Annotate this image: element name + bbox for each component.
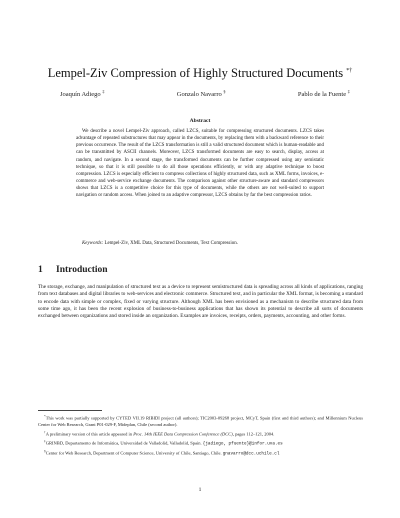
- keywords-label: Keywords:: [82, 241, 104, 246]
- intro-paragraph: The storage, exchange, and manipulation of structured text as a device to represent semistructured data is spreading across all kinds of applications, ranging from text databases and digital libraries to web-services and electronic commerce. Structured text, and in particular the XML format, is becoming a standard to encode data with simple or complex, fixed or varying structure. Although XML has been envisioned as a mechanism to describe structured data from some time ago, it has been the recent explosion of business-to-business applications that has shown its potential to describe all sorts of documents exchanged between organizations and stored inside an organization. Examples are invoices, receipts, orders, payments, accounting, and other forms.: [38, 284, 363, 320]
- footnote-email: {jadiego, pfuente}@infor.uva.es: [202, 441, 283, 447]
- page-number: 1: [198, 487, 202, 493]
- title-footnote-marks: *†: [346, 68, 353, 74]
- author-name: Joaquín Adiego: [60, 91, 101, 99]
- paper-title-text: Lempel-Ziv Compression of Highly Structured Documents: [47, 66, 344, 81]
- section-number: 1: [38, 265, 43, 275]
- section-heading: [38, 264, 108, 276]
- footnote: [38, 413, 363, 428]
- author-list: [60, 88, 350, 99]
- footnote-text: This work was partially supported by CYTED VII.19 RIBIDI project (all authors); TIC2003-09268 project, MCyT, Spain (first and third authors); and Millennium Nucleus Center for Web Research, Grant P01-029-F, Mideplan, Chile (second author).: [38, 415, 363, 427]
- author: [177, 88, 226, 99]
- keywords-text: Lempel-Ziv, XML Data, Structured Documents, Text Compression.: [104, 241, 238, 246]
- author-name: Pablo de la Fuente: [297, 91, 347, 99]
- footnote-text-end: , pages 112–121, 2004.: [232, 431, 275, 437]
- section-title: Introduction: [56, 265, 108, 275]
- footnote-divider: [38, 410, 102, 411]
- abstract-text: We describe a novel Lempel-Ziv approach, called LZCS, suitable for compressing structured documents. LZCS takes advantage of repeated substructures that may appear in the documents, by replacing them with a backward reference to their previous occurrence. The result of the LZCS transformation is still a valid structured document which is human-readable and can be transmitted by ASCII channels. Moreover, LZCS transformed documents are easy to search, display, access at random, and navigate. In a second stage, the transformed documents can be further compressed using any semistatic technique, so that it is still possible to do all those operations efficiently, or with any adaptive technique to boost compression. LZCS is especially efficient to compress collections of highly structured data, such as XML forms, invoices, e-commerce and web-service exchange documents. The comparison against other structure-aware and standard compressors shows that LZCS is a competitive choice for this type of documents, while the others are not well-suited to support navigation or random access. When joined to an adaptive compressor, LZCS obtains by far the best compression ratios.: [76, 129, 324, 199]
- author-mark: §: [223, 89, 226, 94]
- author: [60, 88, 105, 99]
- paper-title: [0, 64, 400, 81]
- footnote: [38, 448, 363, 458]
- footnote-mark: †: [44, 429, 46, 434]
- footnote-mark: §: [44, 449, 46, 454]
- author-mark: ‡: [347, 89, 350, 94]
- footnote-text: Center for Web Research, Department of Computer Science, University of Chile, Santiago, Chile.: [45, 450, 222, 456]
- footnote-text: A preliminary version of this article appeared in: [45, 431, 134, 437]
- footnotes: [38, 413, 363, 458]
- footnote: [38, 438, 363, 448]
- footnote: [38, 429, 363, 438]
- keywords: [76, 240, 324, 247]
- footnote-email: gnavarro@dcc.uchile.cl: [222, 451, 280, 457]
- footnote-venue: Proc. 14th IEEE Data Compression Conference (DCC): [133, 431, 233, 437]
- footnote-mark: ‡: [44, 438, 46, 443]
- footnote-text: GRINBD, Departamento de Informática, Universidad de Valladolid, Valladolid, Spain.: [45, 440, 202, 446]
- footnote-mark: *: [44, 414, 46, 418]
- author: [298, 88, 350, 99]
- author-mark: ‡: [102, 89, 105, 94]
- author-name: Gonzalo Navarro: [176, 91, 222, 99]
- abstract-heading: Abstract: [189, 118, 211, 124]
